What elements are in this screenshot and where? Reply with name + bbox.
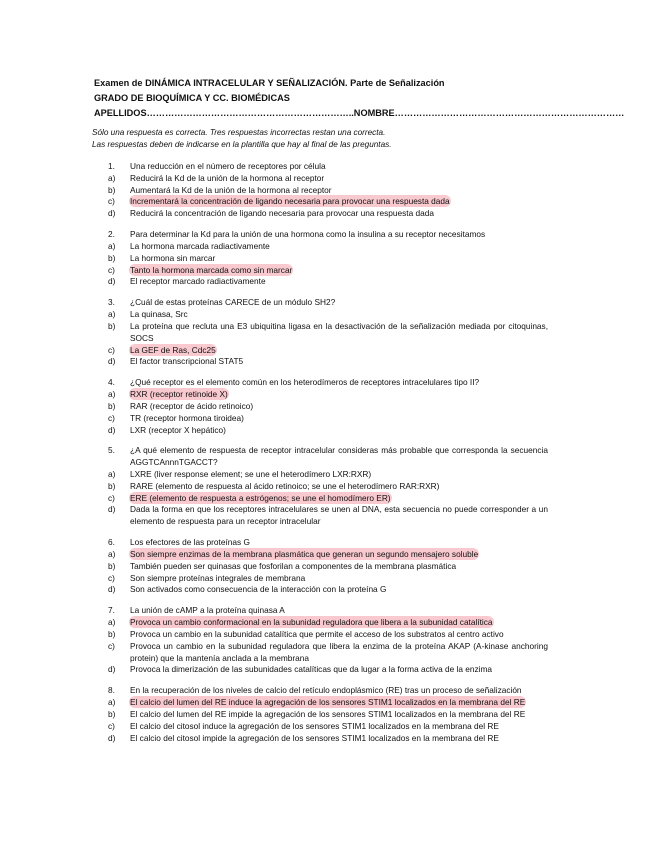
option-d [108, 664, 548, 676]
name-line: APELLIDOS…………………………………………………………..NOMBRE………………………………………………………………… [94, 108, 625, 118]
option-letter: b) [108, 560, 116, 571]
question-number: 5. [108, 445, 115, 456]
option-text: La hormona marcada radiactivamente [130, 240, 270, 251]
question-stem: En la recuperación de los niveles de calcio del retículo endoplásmico (RE) tras un proceso de señalización [130, 685, 522, 696]
option-text: Son siempre proteínas integrales de membrana [130, 572, 306, 583]
option-text: El calcio del lumen del RE impide la agregación de los sensores STIM1 localizados en la membrana del RE [130, 708, 526, 719]
option-letter: c) [108, 264, 115, 275]
highlighted-answer: RXR (receptor retinoide X) [130, 389, 228, 400]
option-d [108, 425, 548, 437]
option-c [108, 573, 548, 585]
highlighted-answer: Provoca un cambio conformacional en la subunidad reguladora que libera a la subunidad catalítica [130, 617, 493, 628]
option-a [108, 309, 548, 321]
option-text: Aumentará la Kd de la unión de la hormona al receptor [130, 184, 332, 195]
option-a [108, 389, 548, 401]
option-letter: d) [108, 208, 116, 219]
option-a [108, 173, 548, 185]
highlighted-answer: La GEF de Ras, Cdc25 [130, 344, 216, 355]
option-text: También pueden ser quinasas que fosforilan a componentes de la membrana plasmática [130, 560, 457, 571]
option-letter: a) [108, 309, 116, 320]
option-letter: a) [108, 549, 116, 560]
exam-header [94, 76, 625, 121]
question-4 [108, 377, 548, 436]
question-number: 2. [108, 229, 115, 240]
option-d [108, 584, 548, 596]
question-6 [108, 537, 548, 596]
option-a [108, 469, 548, 481]
option-b [108, 253, 548, 265]
option-letter: b) [108, 252, 116, 263]
exam-title: Examen de DINÁMICA INTRACELULAR Y SEÑALIZACIÓN. Parte de Señalización [94, 78, 445, 88]
option-letter: b) [108, 629, 116, 640]
option-text: Provoca un cambio en la subunidad catalítica que permite el acceso de los substratos al centro activo [130, 629, 504, 640]
option-text: Dada la forma en que los receptores intracelulares se unen al DNA, esta secuencia no puede corresponder a un elemento de respuesta para un receptor intracelular [130, 504, 548, 527]
question-8 [108, 685, 548, 744]
question-number: 1. [108, 161, 115, 171]
option-c [108, 413, 548, 425]
question-stem: ¿Qué receptor es el elemento común en los heterodímeros de receptores intracelulares tipo II? [130, 377, 480, 388]
question-1 [108, 161, 548, 220]
option-letter: b) [108, 320, 116, 331]
option-letter: d) [108, 356, 116, 367]
option-letter: c) [108, 344, 115, 355]
option-b [108, 561, 548, 573]
instruction-line-2: Las respuestas deben de indicarse en la plantilla que hay al final de las preguntas. [92, 139, 392, 149]
option-letter: b) [108, 708, 116, 719]
question-number: 6. [108, 537, 115, 548]
option-a [108, 697, 548, 709]
option-b [108, 481, 548, 493]
question-stem: Una reducción en el número de receptores por célula [130, 161, 326, 171]
question-number: 8. [108, 685, 115, 696]
option-c [108, 721, 548, 733]
option-letter: a) [108, 617, 116, 628]
question-3 [108, 297, 548, 368]
option-text: El receptor marcado radiactivamente [130, 276, 266, 287]
highlighted-answer: Incrementará la concentración de ligando necesaria para provocar una respuesta dada [130, 196, 450, 207]
option-b [108, 321, 548, 345]
highlighted-answer: ERE (elemento de respuesta a estrógenos; se une el homodímero ER) [130, 492, 391, 503]
option-letter: c) [108, 196, 115, 207]
highlighted-answer: El calcio del lumen del RE induce la agregación de los sensores STIM1 localizados en la membrana del RE [130, 697, 526, 708]
option-letter: a) [108, 697, 116, 708]
option-d [108, 733, 548, 745]
option-letter: d) [108, 732, 116, 743]
option-text: La proteína que recluta una E3 ubiquitina ligasa en la desactivación de la señalización mediada por citoquinas, SOCS [130, 320, 548, 343]
option-d [108, 276, 548, 288]
option-letter: c) [108, 412, 115, 423]
option-text: Provoca un cambio en la subunidad reguladora que libera la enzima de la proteína AKAP (A-kinase anchoring protein) que la mantenía anclada a la membrana [130, 640, 548, 663]
instruction-line-1: Sólo una respuesta es correcta. Tres respuestas incorrectas restan una correcta. [92, 128, 386, 137]
question-number: 7. [108, 605, 115, 616]
option-letter: b) [108, 400, 116, 411]
option-letter: a) [108, 389, 116, 400]
option-text: RARE (elemento de respuesta al ácido retinoico; se une el heterodímero RAR:RXR) [130, 480, 440, 491]
option-text: Son activados como consecuencia de la interacción con la proteína G [130, 584, 387, 595]
question-stem: ¿Cuál de estas proteínas CARECE de un módulo SH2? [130, 297, 336, 308]
option-letter: c) [108, 492, 115, 503]
option-a [108, 241, 548, 253]
option-c [108, 265, 548, 277]
option-letter: a) [108, 469, 116, 480]
option-letter: b) [108, 480, 116, 491]
option-b [108, 401, 548, 413]
question-2 [108, 229, 548, 288]
question-number: 4. [108, 377, 115, 388]
option-d [108, 356, 548, 368]
option-d [108, 504, 548, 528]
option-a [108, 617, 548, 629]
option-letter: d) [108, 424, 116, 435]
option-text: La quinasa, Src [130, 309, 188, 320]
option-letter: c) [108, 640, 115, 651]
option-letter: d) [108, 276, 116, 287]
option-letter: c) [108, 572, 115, 583]
option-c [108, 196, 548, 208]
question-stem: ¿A qué elemento de respuesta de receptor intracelular consideras más probable que corresponda la secuencia AGGTCAnnnTGACCT? [130, 445, 548, 468]
option-b [108, 709, 548, 721]
question-5 [108, 445, 548, 528]
question-list [108, 161, 548, 754]
question-stem: Los efectores de las proteínas G [130, 537, 250, 548]
option-text: RAR (receptor de ácido retinoico) [130, 400, 254, 411]
option-c [108, 641, 548, 665]
option-b [108, 629, 548, 641]
option-d [108, 208, 548, 220]
option-letter: d) [108, 664, 116, 675]
degree-title: GRADO DE BIOQUÍMICA Y CC. BIOMÉDICAS [94, 93, 290, 103]
option-letter: d) [108, 584, 116, 595]
option-c [108, 493, 548, 505]
question-number: 3. [108, 297, 115, 308]
option-text: LXRE (liver response element; se une el heterodímero LXR:RXR) [130, 469, 372, 480]
option-letter: a) [108, 240, 116, 251]
option-b [108, 185, 548, 197]
option-text: Reducirá la concentración de ligando necesaria para provocar una respuesta dada [130, 208, 434, 219]
highlighted-answer: Son siempre enzimas de la membrana plasmática que generan un segundo mensajero soluble [130, 549, 479, 560]
option-text: El calcio del citosol induce la agregación de los sensores STIM1 localizados en la membrana del RE [130, 720, 499, 731]
instructions [92, 127, 572, 150]
option-letter: b) [108, 184, 116, 195]
option-text: La hormona sin marcar [130, 252, 216, 263]
option-letter: a) [108, 172, 116, 183]
option-c [108, 345, 548, 357]
option-a [108, 549, 548, 561]
question-7 [108, 605, 548, 676]
question-stem: Para determinar la Kd para la unión de una hormona como la insulina a su receptor necesitamos [130, 229, 486, 240]
option-text: Reducirá la Kd de la unión de la hormona al receptor [130, 172, 325, 183]
option-letter: c) [108, 720, 115, 731]
option-text: El calcio del citosol impide la agregación de los sensores STIM1 localizados en la membrana del RE [130, 732, 499, 743]
option-text: LXR (receptor X hepático) [130, 424, 226, 435]
option-text: TR (receptor hormona tiroidea) [130, 412, 244, 423]
option-text: Provoca la dimerización de las subunidades catalíticas que da lugar a la forma activa de la enzima [130, 664, 493, 675]
option-text: El factor transcripcional STAT5 [130, 356, 244, 367]
highlighted-answer: Tanto la hormona marcada como sin marcar [130, 264, 293, 275]
question-stem: La unión de cAMP a la proteína quinasa A [130, 605, 285, 616]
option-letter: d) [108, 504, 116, 515]
